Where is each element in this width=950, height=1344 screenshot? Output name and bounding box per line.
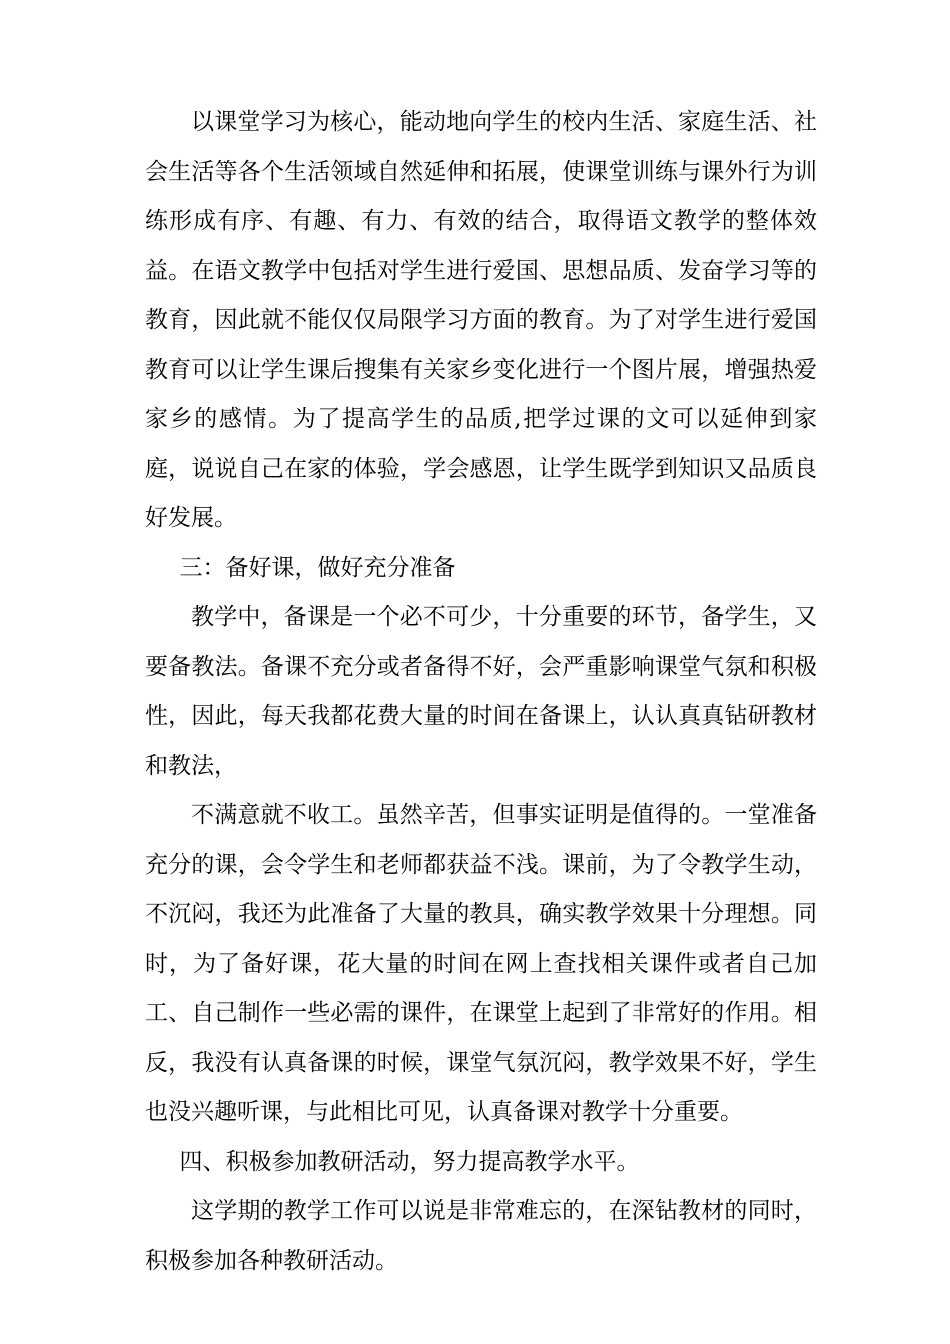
paragraph-teaching-research: 这学期的教学工作可以说是非常难忘的，在深钻教材的同时，积极参加各种教研活动。 — [145, 1198, 817, 1274]
paragraph-extension: 以课堂学习为核心，能动地向学生的校内生活、家庭生活、社会生活等各个生活领域自然延伸和拓展，使课堂训练与课外行为训练形成有序、有趣、有力、有效的结合，取得语文教学的整体效益。在语文教学中包括对学生进行爱国、思想品质、发奋学习等的教育，因此就不能仅仅局限学习方面的教育。为了对学生进行爱国教育可以让学生课后搜集有关家乡变化进行一个图片展，增强热爱家乡的感情。为了提高学生的品质,把学过课的文可以延伸到家庭，说说自己在家的体验，学会感恩，让学生既学到知识又品质良好发展。 — [145, 109, 817, 531]
document-body — [145, 98, 817, 1286]
section-heading-three: 三：备好课，做好充分准备 — [179, 554, 456, 581]
paragraph-lesson-prep-continued: 不满意就不收工。虽然辛苦，但事实证明是值得的。一堂准备充分的课，会令学生和老师都获益不浅。课前，为了令教学生动，不沉闷，我还为此准备了大量的教具，确实教学效果十分理想。同时，为了备好课，花大量的时间在网上查找相关课件或者自己加工、自己制作一些必需的课件，在课堂上起到了非常好的作用。相反，我没有认真备课的时候，课堂气氛沉闷，教学效果不好，学生也没兴趣听课，与此相比可见，认真备课对教学十分重要。 — [145, 802, 817, 1125]
section-heading-four: 四、积极参加教研活动，努力提高教学水平。 — [179, 1148, 640, 1175]
paragraph-lesson-prep: 教学中，备课是一个必不可少，十分重要的环节，备学生，又要备教法。备课不充分或者备得不好，会严重影响课堂气氛和积极性，因此，每天我都花费大量的时间在备课上，认认真真钻研教材和教法， — [145, 604, 817, 779]
